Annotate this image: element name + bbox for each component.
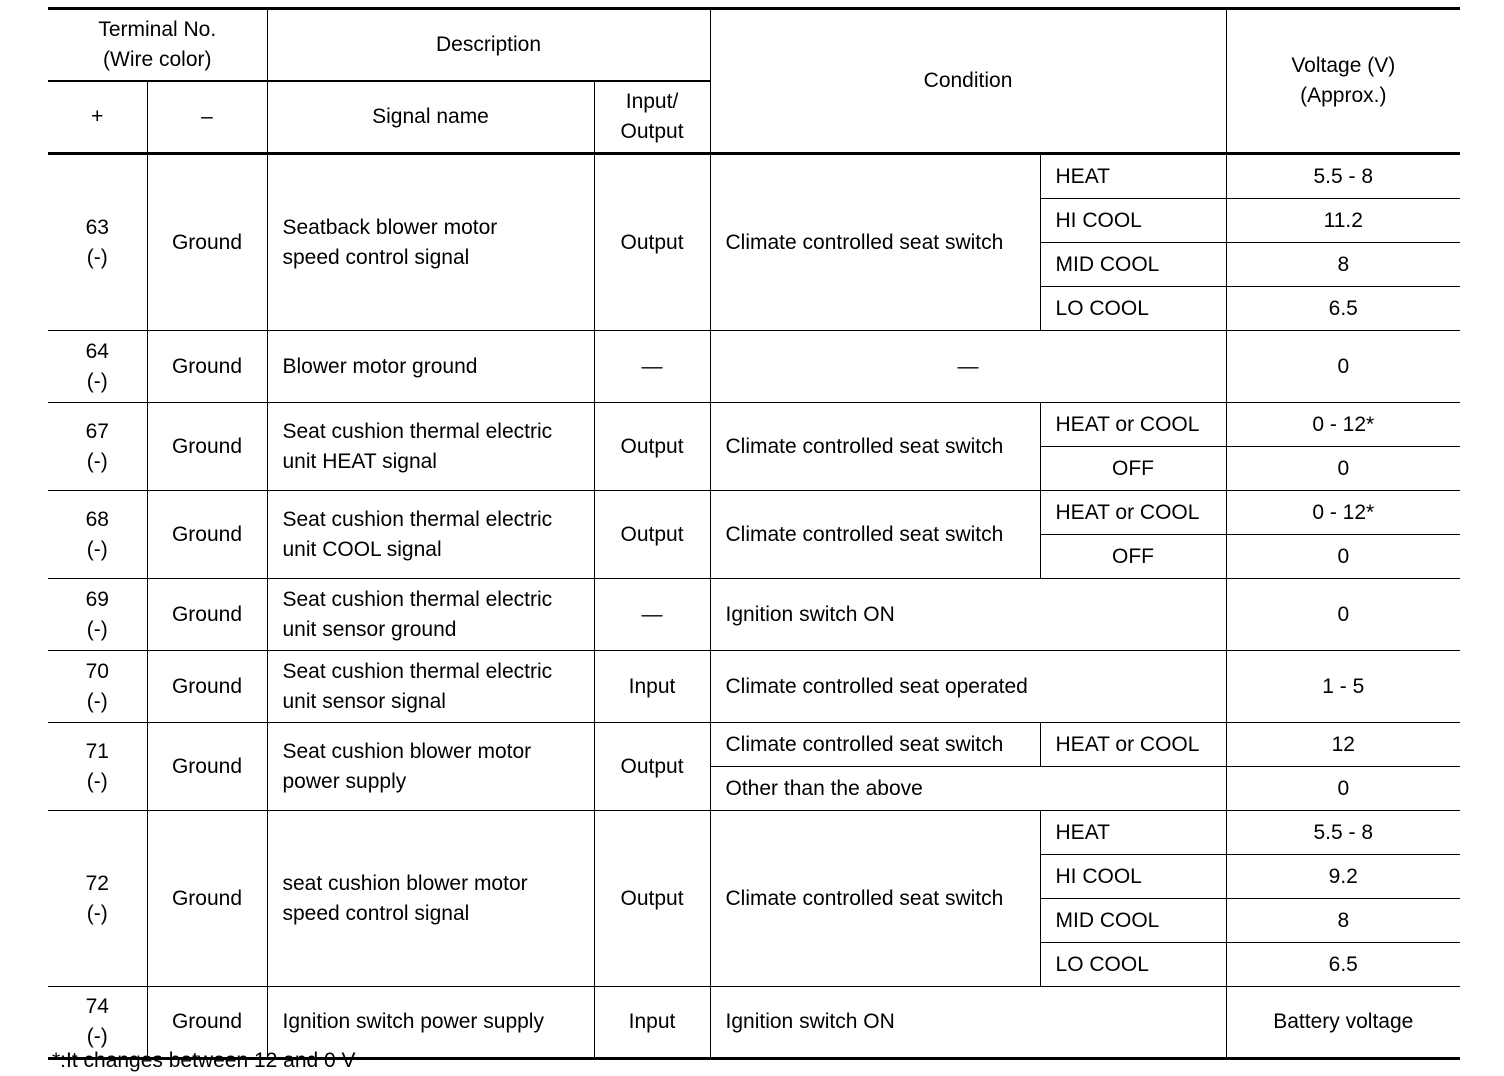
- table-row: [48, 723, 1460, 767]
- signal-name: seat cushion blower motor speed control signal: [267, 811, 594, 987]
- voltage-value: 1 - 5: [1226, 651, 1460, 723]
- terminal-number: 68 (-): [48, 491, 147, 579]
- terminal-number: 71 (-): [48, 723, 147, 811]
- signal-name: Seat cushion blower motor power supply: [267, 723, 594, 811]
- voltage-value: 0 - 12*: [1226, 491, 1460, 535]
- voltage-value: 5.5 - 8: [1226, 811, 1460, 855]
- voltage-value: 0: [1226, 579, 1460, 651]
- header-description: Description: [267, 9, 710, 82]
- header-voltage: Voltage (V) (Approx.): [1226, 9, 1460, 154]
- condition: Climate controlled seat switch: [710, 723, 1040, 767]
- header-minus: –: [147, 81, 267, 154]
- switch-state: HI COOL: [1040, 199, 1226, 243]
- terminal-number: 72 (-): [48, 811, 147, 987]
- io-value: Output: [594, 491, 710, 579]
- table-row: [48, 154, 1460, 199]
- table-row: [48, 579, 1460, 651]
- header-terminal: Terminal No. (Wire color): [48, 9, 267, 82]
- table-row: [48, 491, 1460, 535]
- footnote: *:It changes between 12 and 0 V: [52, 1049, 356, 1072]
- ground-label: Ground: [147, 651, 267, 723]
- switch-state: OFF: [1040, 535, 1226, 579]
- condition: —: [710, 331, 1226, 403]
- header-condition: Condition: [710, 9, 1226, 154]
- switch-state: HI COOL: [1040, 855, 1226, 899]
- terminal-number: 63 (-): [48, 154, 147, 331]
- switch-state: LO COOL: [1040, 943, 1226, 987]
- switch-state: HEAT or COOL: [1040, 403, 1226, 447]
- signal-name: Seat cushion thermal electric unit HEAT signal: [267, 403, 594, 491]
- voltage-value: 0 - 12*: [1226, 403, 1460, 447]
- signal-name: Seat cushion thermal electric unit sensor ground: [267, 579, 594, 651]
- switch-state: HEAT or COOL: [1040, 491, 1226, 535]
- condition: Ignition switch ON: [710, 579, 1226, 651]
- io-value: Output: [594, 403, 710, 491]
- voltage-value: 12: [1226, 723, 1460, 767]
- ground-label: Ground: [147, 579, 267, 651]
- header-io: Input/ Output: [594, 81, 710, 154]
- switch-state: HEAT or COOL: [1040, 723, 1226, 767]
- ground-label: Ground: [147, 491, 267, 579]
- switch-state: HEAT: [1040, 154, 1226, 199]
- voltage-value: 8: [1226, 243, 1460, 287]
- voltage-value: 11.2: [1226, 199, 1460, 243]
- condition: Ignition switch ON: [710, 987, 1226, 1059]
- io-value: —: [594, 331, 710, 403]
- io-value: Output: [594, 723, 710, 811]
- switch-state: OFF: [1040, 447, 1226, 491]
- io-value: Output: [594, 811, 710, 987]
- switch-state: LO COOL: [1040, 287, 1226, 331]
- signal-name: Blower motor ground: [267, 331, 594, 403]
- terminal-number: 70 (-): [48, 651, 147, 723]
- switch-state: MID COOL: [1040, 899, 1226, 943]
- signal-name: Seat cushion thermal electric unit COOL signal: [267, 491, 594, 579]
- voltage-value: 8: [1226, 899, 1460, 943]
- ground-label: Ground: [147, 154, 267, 331]
- ground-label: Ground: [147, 987, 267, 1059]
- table-row: [48, 811, 1460, 855]
- terminal-table: [48, 7, 1460, 1060]
- ground-label: Ground: [147, 723, 267, 811]
- io-value: Input: [594, 651, 710, 723]
- voltage-value: 0: [1226, 767, 1460, 811]
- io-value: —: [594, 579, 710, 651]
- condition: Other than the above: [710, 767, 1226, 811]
- header-signal-name: Signal name: [267, 81, 594, 154]
- io-value: Input: [594, 987, 710, 1059]
- condition: Climate controlled seat switch: [710, 154, 1040, 331]
- voltage-value: Battery voltage: [1226, 987, 1460, 1059]
- condition: Climate controlled seat switch: [710, 403, 1040, 491]
- table-row: [48, 651, 1460, 723]
- voltage-value: 6.5: [1226, 943, 1460, 987]
- ground-label: Ground: [147, 811, 267, 987]
- switch-state: HEAT: [1040, 811, 1226, 855]
- ground-label: Ground: [147, 403, 267, 491]
- header-plus: +: [48, 81, 147, 154]
- voltage-value: 9.2: [1226, 855, 1460, 899]
- voltage-value: 0: [1226, 535, 1460, 579]
- signal-name: Seat cushion thermal electric unit sensor signal: [267, 651, 594, 723]
- switch-state: MID COOL: [1040, 243, 1226, 287]
- voltage-value: 6.5: [1226, 287, 1460, 331]
- terminal-number: 74 (-): [48, 987, 147, 1059]
- table-row: [48, 331, 1460, 403]
- terminal-number: 69 (-): [48, 579, 147, 651]
- table-row: [48, 403, 1460, 447]
- voltage-value: 0: [1226, 447, 1460, 491]
- signal-name: Seatback blower motor speed control signal: [267, 154, 594, 331]
- io-value: Output: [594, 154, 710, 331]
- terminal-number: 64 (-): [48, 331, 147, 403]
- ground-label: Ground: [147, 331, 267, 403]
- voltage-value: 5.5 - 8: [1226, 154, 1460, 199]
- condition: Climate controlled seat operated: [710, 651, 1226, 723]
- condition: Climate controlled seat switch: [710, 491, 1040, 579]
- signal-name: Ignition switch power supply: [267, 987, 594, 1059]
- condition: Climate controlled seat switch: [710, 811, 1040, 987]
- terminal-number: 67 (-): [48, 403, 147, 491]
- voltage-value: 0: [1226, 331, 1460, 403]
